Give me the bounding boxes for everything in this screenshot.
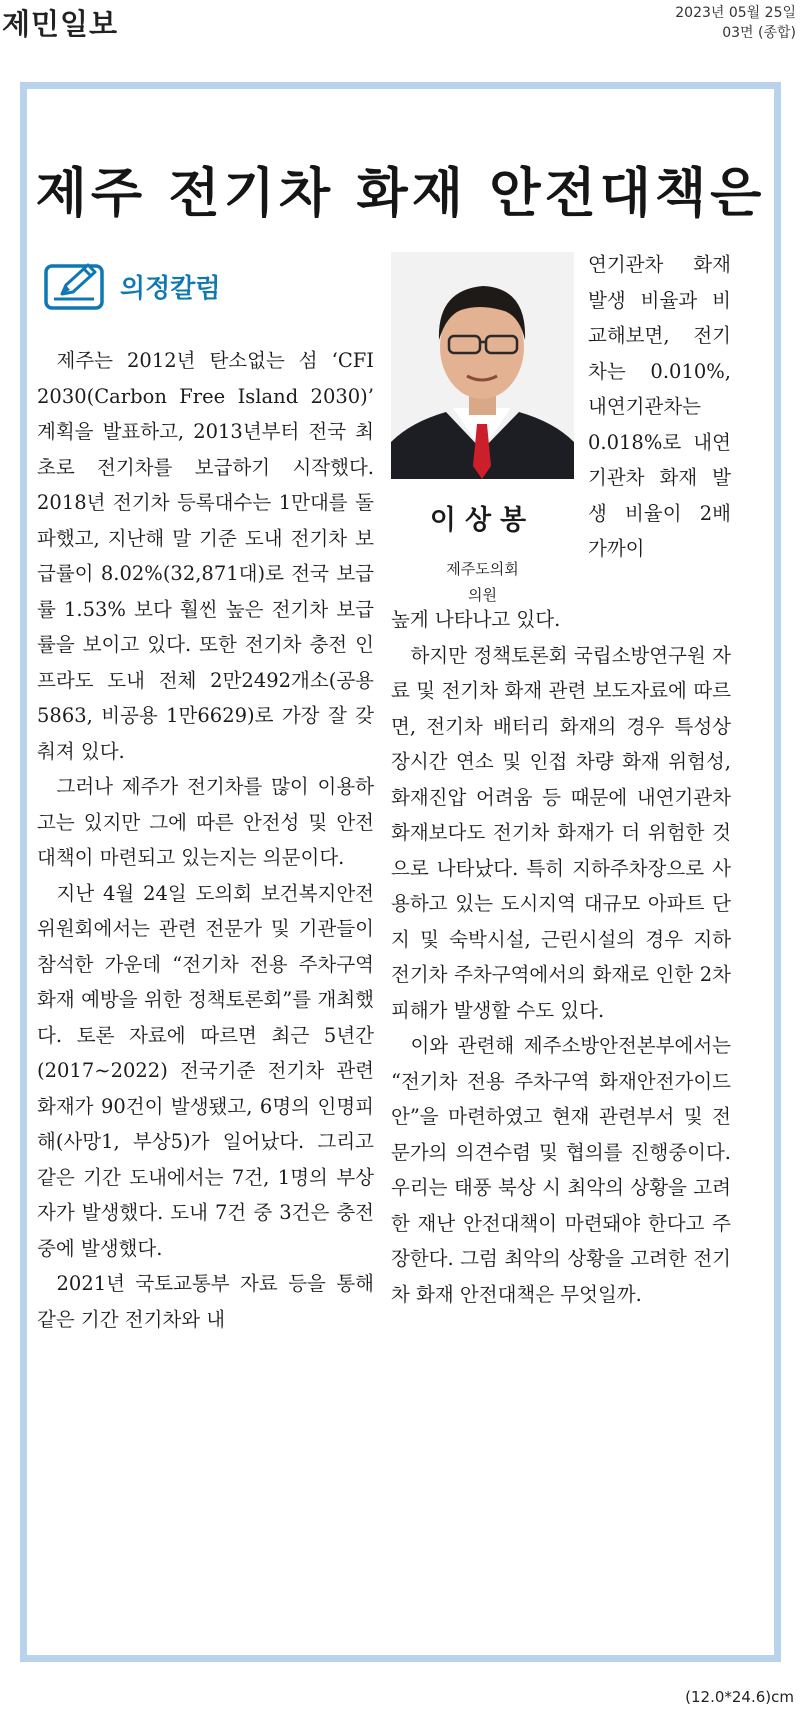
left-column	[37, 343, 374, 1337]
paragraph-continuation: 연기관차 화재 발생 비율과 비교해보면, 전기차는 0.010%, 내연기관차는 0.018%로 내연기관차 화재 발생 비율이 2배 가까이	[588, 253, 731, 560]
paper-name: 제민일보	[2, 7, 119, 41]
publication-page: 03면 (종합)	[722, 25, 796, 41]
column-label	[44, 258, 220, 314]
paragraph: 2021년 국토교통부 자료 등을 통해 같은 기간 전기차와 내	[37, 1272, 374, 1331]
masthead	[0, 0, 802, 60]
author-portrait-illustration	[391, 252, 574, 479]
paragraph: 제주는 2012년 탄소없는 섬 ‘CFI 2030(Carbon Free Island 2030)’ 계획을 발표하고, 2013년부터 전국 최초로 전기차를 보급하기 시작했다. 2018년 전기차 등록대수는 1만대를 돌파했고, 지난해 말 기준 도내 전기차 보급률이 8.02%(32,871대)로 전국 보급률 1.53% 보다 훨씬 높은 전기차 보급률을 보이고 있다. 또한 전기차 충전 인프라도 도내 전체 2만2492개소(공용 5863, 비공용 1만6629)로 가장 잘 갖춰져 있다.	[37, 349, 374, 763]
author-photo	[391, 252, 574, 479]
column-label-text: 의정칼럼	[120, 273, 221, 304]
author-title-line1: 제주도의회	[446, 560, 519, 578]
paragraph-continuation: 높게 나타나고 있다.	[391, 608, 561, 631]
paragraph: 그러나 제주가 전기차를 많이 이용하고는 있지만 그에 따른 안전성 및 안전대책이 마련되고 있는지는 의문이다.	[37, 775, 374, 869]
paragraph: 하지만 정책토론회 국립소방연구원 자료 및 전기차 화재 관련 보도자료에 따르면, 전기차 배터리 화재의 경우 특성상 장시간 연소 및 인접 차량 화재 위험성, 화재진압 어려움 등 때문에 내연기관차 화재보다도 전기차 화재가 더 위험한 것으로 나타났다. 특히 지하주차장으로 사용하고 있는 도시지역 대규모 아파트 단지 및 숙박시설, 근린시설의 경우 지하 전기차 주차구역에서의 화재로 인한 2차 피해가 발생할 수도 있다.	[391, 643, 731, 1022]
article-size-note: (12.0*24.6)cm	[685, 1688, 794, 1706]
article-headline: 제주 전기차 화재 안전대책은	[35, 162, 766, 224]
publication-date: 2023년 05월 25일	[675, 5, 796, 21]
author-name: 이상봉	[429, 505, 536, 536]
beside-photo-text	[588, 247, 731, 567]
right-column	[391, 602, 731, 1312]
author-title	[391, 556, 574, 608]
paragraph: 지난 4월 24일 도의회 보건복지안전위원회에서는 관련 전문가 및 기관들이 참석한 가운데 “전기차 전용 주차구역 화재 예방을 위한 정책토론회”를 개최했다. 토론 자료에 따르면 최근 5년간(2017∼2022) 전국기준 전기차 관련 화재가 90건이 발생됐고, 6명의 인명피해(사망1, 부상5)가 일어났다. 그리고 같은 기간 도내에서는 7건, 1명의 부상자가 발생했다. 도내 7건 중 3건은 충전중에 발생했다.	[37, 881, 374, 1260]
paragraph: 이와 관련해 제주소방안전본부에서는 “전기차 전용 주차구역 화재안전가이드안”을 마련하였고 현재 관련부서 및 전문가의 의견수렴 및 협의를 진행중이다. 우리는 태풍 북상 시 최악의 상황을 고려한 재난 안전대책이 마련돼야 한다고 주장한다. 그럼 최악의 상황을 고려한 전기차 화재 안전대책은 무엇일까.	[391, 1034, 731, 1306]
author-title-line2: 의원	[468, 586, 497, 604]
pen-note-icon	[44, 261, 104, 311]
